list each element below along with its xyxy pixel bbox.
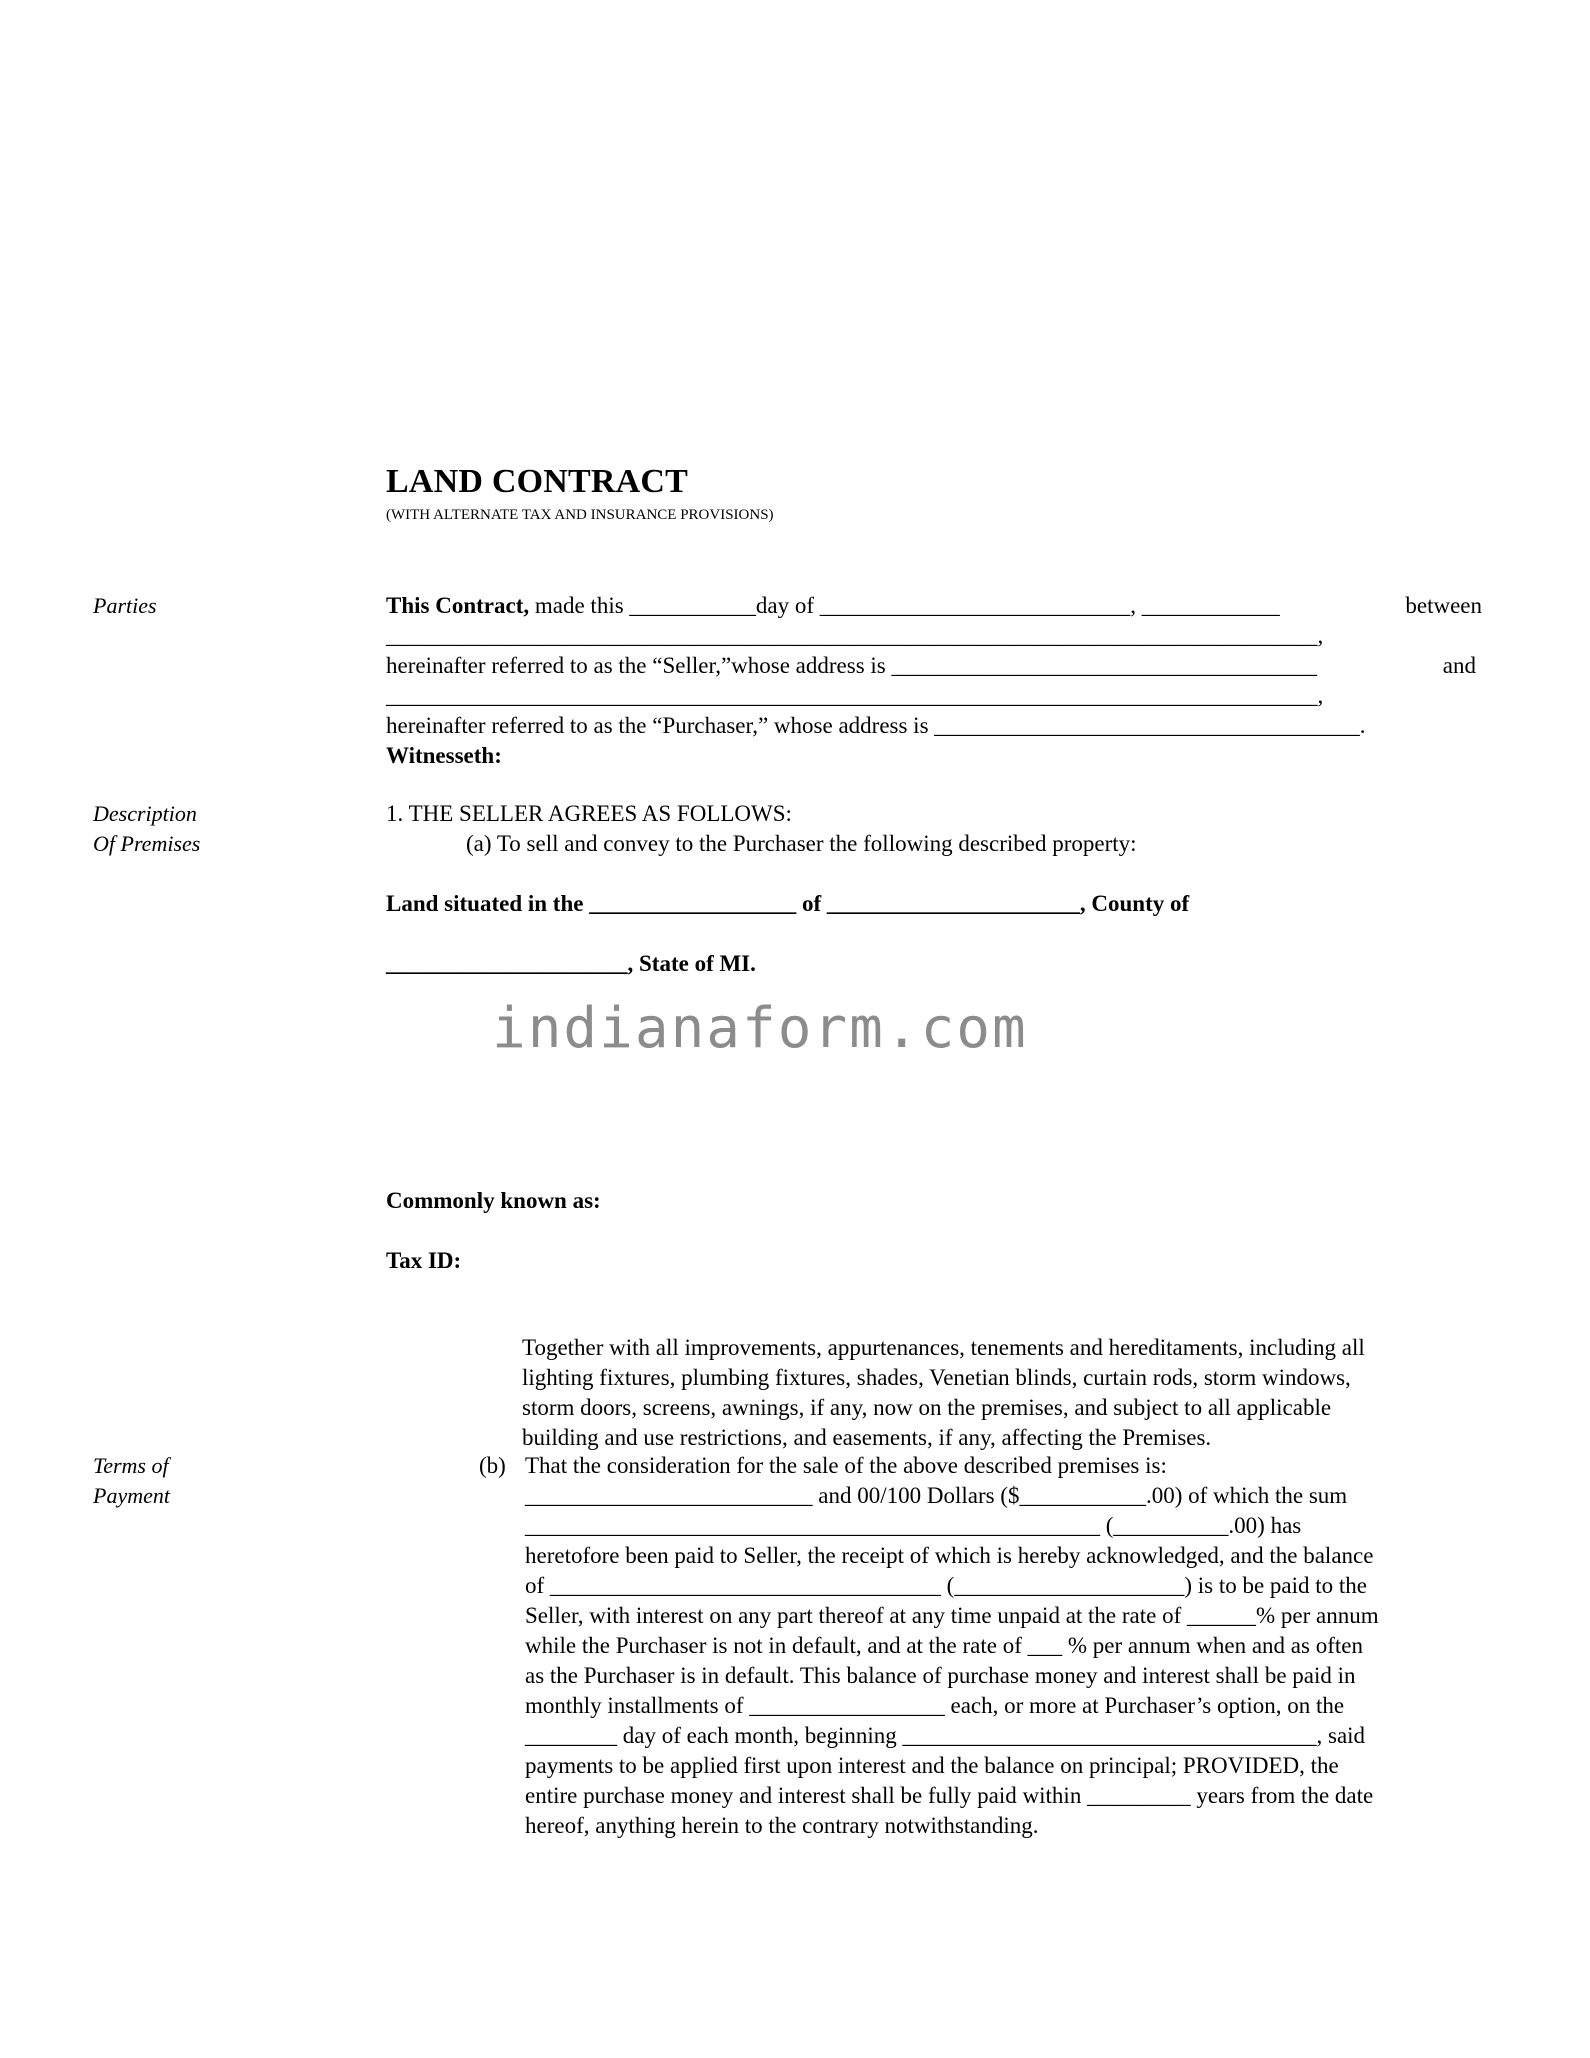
together-line-4: building and use restrictions, and easements, if any, affecting the Premises. [522, 1425, 1212, 1450]
margin-label-of-premises: Of Premises [93, 831, 201, 856]
parties-line-4: _________________________________________________________________________________, [386, 683, 1324, 708]
margin-label-description: Description [93, 801, 197, 826]
item-b-line-9: monthly installments of _________________ each, or more at Purchaser’s option, on the [525, 1693, 1345, 1718]
parties-line-3-end: and [1442, 653, 1476, 678]
parties-line-3 [386, 651, 1476, 681]
parties-line-1 [386, 591, 1482, 621]
item-b-line-8: as the Purchaser is in default. This balance of purchase money and interest shall be paid in [525, 1663, 1356, 1688]
item-b-line-5: of __________________________________ (____________________) is to be paid to the [525, 1573, 1368, 1598]
tax-id-label: Tax ID: [386, 1248, 462, 1273]
item-b-line-2: _________________________ and 00/100 Dollars ($___________.00) of which the sum [525, 1483, 1348, 1508]
state-line: _____________________, State of MI. [386, 951, 756, 976]
margin-label-parties: Parties [93, 593, 157, 618]
land-situated-line: Land situated in the __________________ of ______________________, County of [386, 891, 1190, 916]
item-b-line-3: __________________________________________________ (__________.00) has [525, 1513, 1302, 1538]
item-b-line-13: hereof, anything herein to the contrary notwithstanding. [525, 1813, 1039, 1838]
watermark: indianaform.com [492, 996, 1028, 1061]
item-b-line-1: That the consideration for the sale of the above described premises is: [525, 1453, 1167, 1478]
commonly-known-label: Commonly known as: [386, 1188, 601, 1213]
item-b-line-4: heretofore been paid to Seller, the receipt of which is hereby acknowledged, and the balance [525, 1543, 1374, 1568]
witnesseth-label: Witnesseth: [386, 743, 502, 768]
seller-address-text: hereinafter referred to as the “Seller,”whose address is _____________________________________ [386, 653, 1317, 678]
item-a-text: (a) To sell and convey to the Purchaser the following described property: [466, 831, 1137, 856]
item-b-line-12: entire purchase money and interest shall be fully paid within _________ years from the date [525, 1783, 1374, 1808]
margin-label-terms-of: Terms of [93, 1453, 169, 1478]
parties-line-1-end: between [1405, 593, 1482, 618]
parties-line-1-text: made this ___________day of ___________________________, ____________ [534, 593, 1280, 618]
page-subtitle: (WITH ALTERNATE TAX AND INSURANCE PROVISIONS) [386, 507, 774, 523]
purchaser-address-line: hereinafter referred to as the “Purchaser,” whose address is _____________________________________. [386, 713, 1366, 738]
parties-line-2: _________________________________________________________________________________, [386, 623, 1324, 648]
item-b-label: (b) [479, 1453, 506, 1478]
together-line-2: lighting fixtures, plumbing fixtures, shades, Venetian blinds, curtain rods, storm windows, [522, 1365, 1351, 1390]
item-b-line-10: ________ day of each month, beginning ____________________________________, said [525, 1723, 1366, 1748]
margin-label-payment: Payment [93, 1483, 170, 1508]
together-line-1: Together with all improvements, appurtenances, tenements and hereditaments, including all [522, 1335, 1365, 1360]
item-b-line-7: while the Purchaser is not in default, and at the rate of ___ % per annum when and as often [525, 1633, 1363, 1658]
together-line-3: storm doors, screens, awnings, if any, now on the premises, and subject to all applicable [522, 1395, 1332, 1420]
section-1-heading: 1. THE SELLER AGREES AS FOLLOWS: [386, 801, 792, 826]
this-contract-label: This Contract, [386, 593, 530, 618]
item-b-line-6: Seller, with interest on any part thereof at any time unpaid at the rate of ______% per annum [525, 1603, 1379, 1628]
page-title: LAND CONTRACT [386, 463, 689, 500]
item-b-line-11: payments to be applied first upon interest and the balance on principal; PROVIDED, the [525, 1753, 1339, 1778]
